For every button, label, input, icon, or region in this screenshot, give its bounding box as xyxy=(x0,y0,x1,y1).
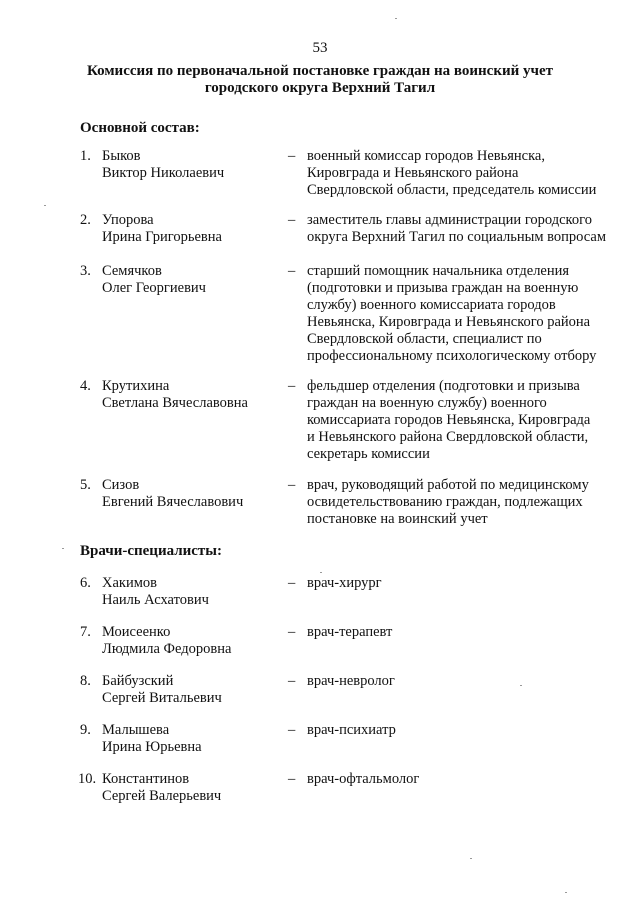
doctor-name: Сергей Валерьевич xyxy=(102,788,222,804)
member-person xyxy=(102,263,282,297)
role-line: граждан на военную службу) военного xyxy=(307,395,547,411)
role-line: заместитель главы администрации городского xyxy=(307,212,592,228)
member-person xyxy=(102,477,282,511)
entry-dash: – xyxy=(288,378,296,394)
role-line: врач-невролог xyxy=(307,673,395,689)
entry-dash: – xyxy=(288,477,296,493)
role-line: Кировграда и Невьянского района xyxy=(307,165,519,181)
doctor-role xyxy=(307,673,622,690)
doctor-role xyxy=(307,575,622,592)
member-name: Виктор Николаевич xyxy=(102,165,225,181)
doctor-role xyxy=(307,771,622,788)
scan-speck xyxy=(565,892,567,893)
doctor-surname: Константинов xyxy=(102,771,190,787)
member-name: Ирина Григорьевна xyxy=(102,229,222,245)
role-line: службу) военного комиссариата городов xyxy=(307,297,556,313)
role-line: комиссариата городов Невьянска, Кировграда xyxy=(307,412,591,428)
entry-dash: – xyxy=(288,722,296,738)
doctor-surname: Малышева xyxy=(102,722,170,738)
member-person xyxy=(102,148,282,182)
entry-number: 2. xyxy=(80,212,91,228)
role-line: военный комиссар городов Невьянска, xyxy=(307,148,545,164)
member-surname: Семячков xyxy=(102,263,162,279)
doctor-person xyxy=(102,771,282,805)
entry-number: 6. xyxy=(80,575,91,591)
doctor-surname: Хакимов xyxy=(102,575,157,591)
page-number: 53 xyxy=(312,40,328,56)
document-title xyxy=(60,63,580,97)
doctor-person xyxy=(102,673,282,707)
doctor-name: Наиль Асхатович xyxy=(102,592,209,608)
doctor-name: Сергей Витальевич xyxy=(102,690,222,706)
section-heading-doctors: Врачи-специалисты: xyxy=(80,543,223,559)
entry-dash: – xyxy=(288,148,296,164)
role-line: Свердловской области, специалист по xyxy=(307,331,542,347)
member-name: Олег Георгиевич xyxy=(102,280,206,296)
role-line: врач-психиатр xyxy=(307,722,396,738)
role-line: врач-хирург xyxy=(307,575,382,591)
member-surname: Сизов xyxy=(102,477,140,493)
title-line-2: городского округа Верхний Тагил xyxy=(204,80,436,96)
title-line-1: Комиссия по первоначальной постановке граждан на воинский учет xyxy=(87,63,553,79)
scan-speck xyxy=(470,858,472,859)
scan-speck xyxy=(320,572,322,573)
entry-number: 1. xyxy=(80,148,91,164)
doctor-name: Ирина Юрьевна xyxy=(102,739,202,755)
entry-number: 8. xyxy=(80,673,91,689)
scan-speck xyxy=(62,548,64,549)
member-role xyxy=(307,212,622,246)
member-role xyxy=(307,148,622,199)
member-role xyxy=(307,263,622,365)
role-line: и Невьянского района Свердловской области, xyxy=(307,429,589,445)
role-line: врач-терапевт xyxy=(307,624,393,640)
member-role xyxy=(307,477,622,528)
role-line: старший помощник начальника отделения xyxy=(307,263,570,279)
entry-number: 4. xyxy=(80,378,91,394)
entry-number: 3. xyxy=(80,263,91,279)
entry-number: 5. xyxy=(80,477,91,493)
entry-dash: – xyxy=(288,212,296,228)
member-surname: Крутихина xyxy=(102,378,170,394)
member-person xyxy=(102,212,282,246)
scan-speck xyxy=(395,18,397,19)
doctor-role xyxy=(307,624,622,641)
scan-speck xyxy=(44,205,46,206)
section-heading-main: Основной состав: xyxy=(80,120,200,136)
entry-number: 10. xyxy=(78,771,97,787)
doctor-role xyxy=(307,722,622,739)
doctor-person xyxy=(102,575,282,609)
doctor-name: Людмила Федоровна xyxy=(102,641,232,657)
role-line: постановке на воинский учет xyxy=(307,511,488,527)
member-name: Евгений Вячеславович xyxy=(102,494,244,510)
entry-number: 9. xyxy=(80,722,91,738)
entry-number: 7. xyxy=(80,624,91,640)
member-role xyxy=(307,378,622,463)
role-line: фельдшер отделения (подготовки и призыва xyxy=(307,378,580,394)
role-line: Свердловской области, председатель комиссии xyxy=(307,182,597,198)
role-line: врач-офтальмолог xyxy=(307,771,420,787)
role-line: Невьянска, Кировграда и Невьянского района xyxy=(307,314,591,330)
entry-dash: – xyxy=(288,673,296,689)
entry-dash: – xyxy=(288,575,296,591)
doctor-person xyxy=(102,624,282,658)
doctor-surname: Байбузский xyxy=(102,673,174,689)
member-name: Светлана Вячеславовна xyxy=(102,395,248,411)
role-line: врач, руководящий работой по медицинскому xyxy=(307,477,589,493)
role-line: освидетельствованию граждан, подлежащих xyxy=(307,494,583,510)
member-surname: Быков xyxy=(102,148,141,164)
role-line: (подготовки и призыва граждан на военную xyxy=(307,280,579,296)
member-person xyxy=(102,378,282,412)
entry-dash: – xyxy=(288,263,296,279)
role-line: секретарь комиссии xyxy=(307,446,430,462)
entry-dash: – xyxy=(288,771,296,787)
role-line: профессиональному психологическому отбору xyxy=(307,348,597,364)
doctor-person xyxy=(102,722,282,756)
doctor-surname: Моисеенко xyxy=(102,624,171,640)
scan-speck xyxy=(520,685,522,686)
role-line: округа Верхний Тагил по социальным вопросам xyxy=(307,229,607,245)
entry-dash: – xyxy=(288,624,296,640)
member-surname: Упорова xyxy=(102,212,154,228)
